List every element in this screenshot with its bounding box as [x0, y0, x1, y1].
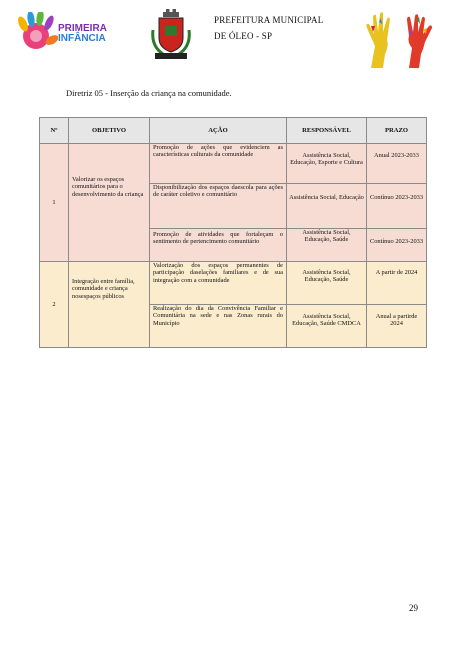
table-row: [40, 262, 427, 305]
objective-text: Valorizar os espaços comunitários para o desenvolvimento da criança: [72, 176, 144, 198]
table-row: [40, 144, 427, 184]
responsible-cell: Assistência Social, Educação, Saúde CMDCA: [287, 305, 367, 348]
deadline-cell: A partir de 2024: [367, 262, 427, 305]
deadline-cell: Contínuo 2023-2033: [367, 229, 427, 262]
painted-children-hands-icon: [357, 10, 441, 68]
logo-line1: PRIMEIRA: [58, 23, 107, 34]
primeira-infancia-logo: [14, 10, 124, 58]
deadline-cell: Anual a partirde 2024: [367, 305, 427, 348]
page-header: [0, 0, 459, 70]
logo-line2: INFÂNCIA: [58, 33, 106, 44]
row-number: 1: [40, 144, 69, 262]
responsible-cell: Assistência Social, Educação, Saúde: [287, 229, 367, 262]
col-header-action: AÇÃO: [150, 118, 287, 144]
deadline-cell: Contínuo 2023-2033: [367, 184, 427, 229]
municipal-coat-of-arms-icon: [151, 8, 191, 60]
deadline-cell: Anual 2023-2033: [367, 144, 427, 184]
action-plan-table: [39, 117, 427, 348]
guideline-title: Diretriz 05 - Inserção da criança na comunidade.: [66, 88, 232, 98]
municipality-line1: PREFEITURA MUNICIPAL: [214, 15, 324, 25]
table-header-row: [40, 118, 427, 144]
municipality-line2: DE ÓLEO - SP: [214, 31, 273, 41]
action-cell: Disponibilização dos espaços daescola para ações de caráter coletivo e comunitário: [150, 184, 287, 229]
municipality-name: [214, 12, 323, 44]
row-number: 2: [40, 262, 69, 348]
page-number: 29: [409, 603, 418, 613]
objective-cell: [69, 144, 150, 262]
action-cell: Promoção de atividades que fortaleçam o sentimento de pertencimento comunitário: [150, 229, 287, 262]
col-header-objective: OBJETIVO: [69, 118, 150, 144]
primeira-infancia-wordmark: [58, 24, 107, 44]
action-cell: Promoção de ações que evidenciem as características culturais da comunidade: [150, 144, 287, 184]
responsible-cell: Assistência Social, Educação, Saúde: [287, 262, 367, 305]
colorful-hand-icon: [14, 12, 58, 56]
action-cell: Realização do dia da Convivência Familiar e Comunitária na sede e nas Zonas rurais do Município: [150, 305, 287, 348]
col-header-number: Nº: [40, 118, 69, 144]
objective-cell: [69, 262, 150, 348]
action-cell: Valorização dos espaços permanentes de participação daselações familiares e de sua integração com a comunidade: [150, 262, 287, 305]
col-header-deadline: PRAZO: [367, 118, 427, 144]
responsible-cell: Assistência Social, Educação, Esporte e Cultura: [287, 144, 367, 184]
objective-text: Integração entre família, comunidade e criança nosespaços públicos: [72, 278, 135, 300]
responsible-cell: Assistência Social, Educação: [287, 184, 367, 229]
col-header-responsible: RESPONSÁVEL: [287, 118, 367, 144]
